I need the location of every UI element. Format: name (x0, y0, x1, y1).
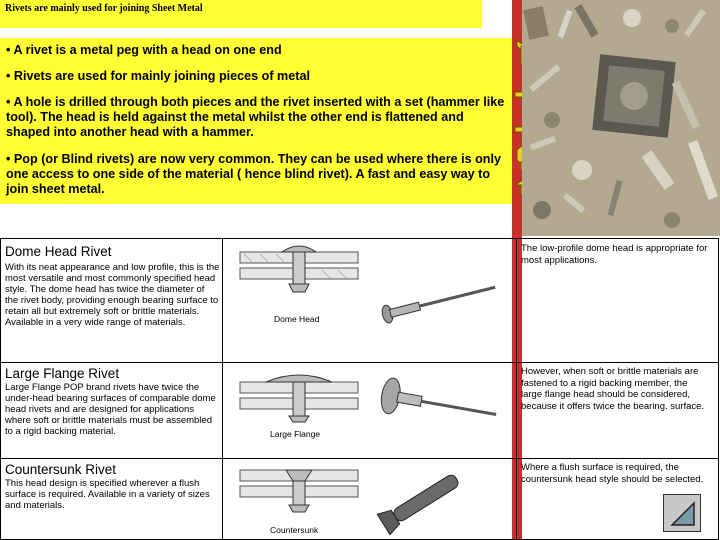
row-title-large-flange: Large Flange Rivet (5, 366, 120, 381)
countersunk-rivet (377, 469, 463, 535)
bullet-box (0, 38, 512, 204)
slide-title: Rivets are mainly used for joining Sheet Metal (5, 3, 203, 14)
bullet-3: • A hole is drilled through both pieces and the rivet inserted with a set (hammer like tool). The head is held against the metal whilst the other end is flattened and shaped into another head with a hammer. (6, 95, 505, 139)
row-title-dome-head: Dome Head Rivet (5, 244, 112, 259)
slide-title-bar (0, 0, 482, 28)
bullet-1: • A rivet is a metal peg with a head on one end (6, 43, 282, 57)
row-description-large-flange: Large Flange POP brand rivets have twice the under-head bearing surfaces of comparable dome head rivets and are designed for applications where soft or brittle materials must be assembled to a rigid backing material. (5, 382, 216, 437)
rivets-photo (522, 0, 720, 236)
row-description-countersunk: This head design is specified wherever a flush surface is required. Available in a variety of sizes and materials. (5, 478, 210, 511)
large-flange-pop-rivet (379, 377, 499, 433)
row-note-large-flange: However, when soft or brittle materials are fastened to a rigid backing member, the large flange head should be considered, because it offers twice the bearing. surface. (521, 366, 705, 412)
large-flange-diagram (226, 364, 512, 456)
large-flange-diagram-label: Large Flange (270, 429, 321, 439)
table-col-divider-1 (222, 238, 223, 540)
table-row-divider-1 (0, 362, 719, 363)
dome-head-diagram (226, 242, 512, 360)
row-title-countersunk: Countersunk Rivet (5, 462, 117, 477)
back-button[interactable] (663, 494, 701, 532)
table-col-divider-2 (516, 238, 517, 540)
table-row-divider-2 (0, 458, 719, 459)
countersunk-diagram (226, 460, 512, 540)
dome-head-diagram-label: Dome Head (274, 314, 320, 324)
row-description-dome-head: With its neat appearance and low profile, this is the most versatile and most commonly specified head style. The dome head has twice the diameter of the rivet body, providing enough bearing surface to retain all but extremely soft or brittle materials. Available in a very wide range of materials. (5, 262, 220, 328)
countersunk-diagram-label: Countersunk (270, 525, 319, 535)
bullet-4: • Pop (or Blind rivets) are now very common. They can be used where there is only one access to one side of the material ( hence blind rivet). A fast and easy way to join sheet metal. (6, 152, 501, 196)
bullet-2: • Rivets are used for mainly joining pieces of metal (6, 69, 310, 83)
row-note-dome-head: The low-profile dome head is appropriate for most applications. (521, 243, 708, 266)
back-arrow-icon (664, 495, 700, 531)
rivets-photo-art (522, 0, 720, 236)
dome-head-pop-rivet (380, 279, 497, 325)
row-note-countersunk: Where a flush surface is required, the countersunk head style should be selected. (521, 462, 704, 485)
